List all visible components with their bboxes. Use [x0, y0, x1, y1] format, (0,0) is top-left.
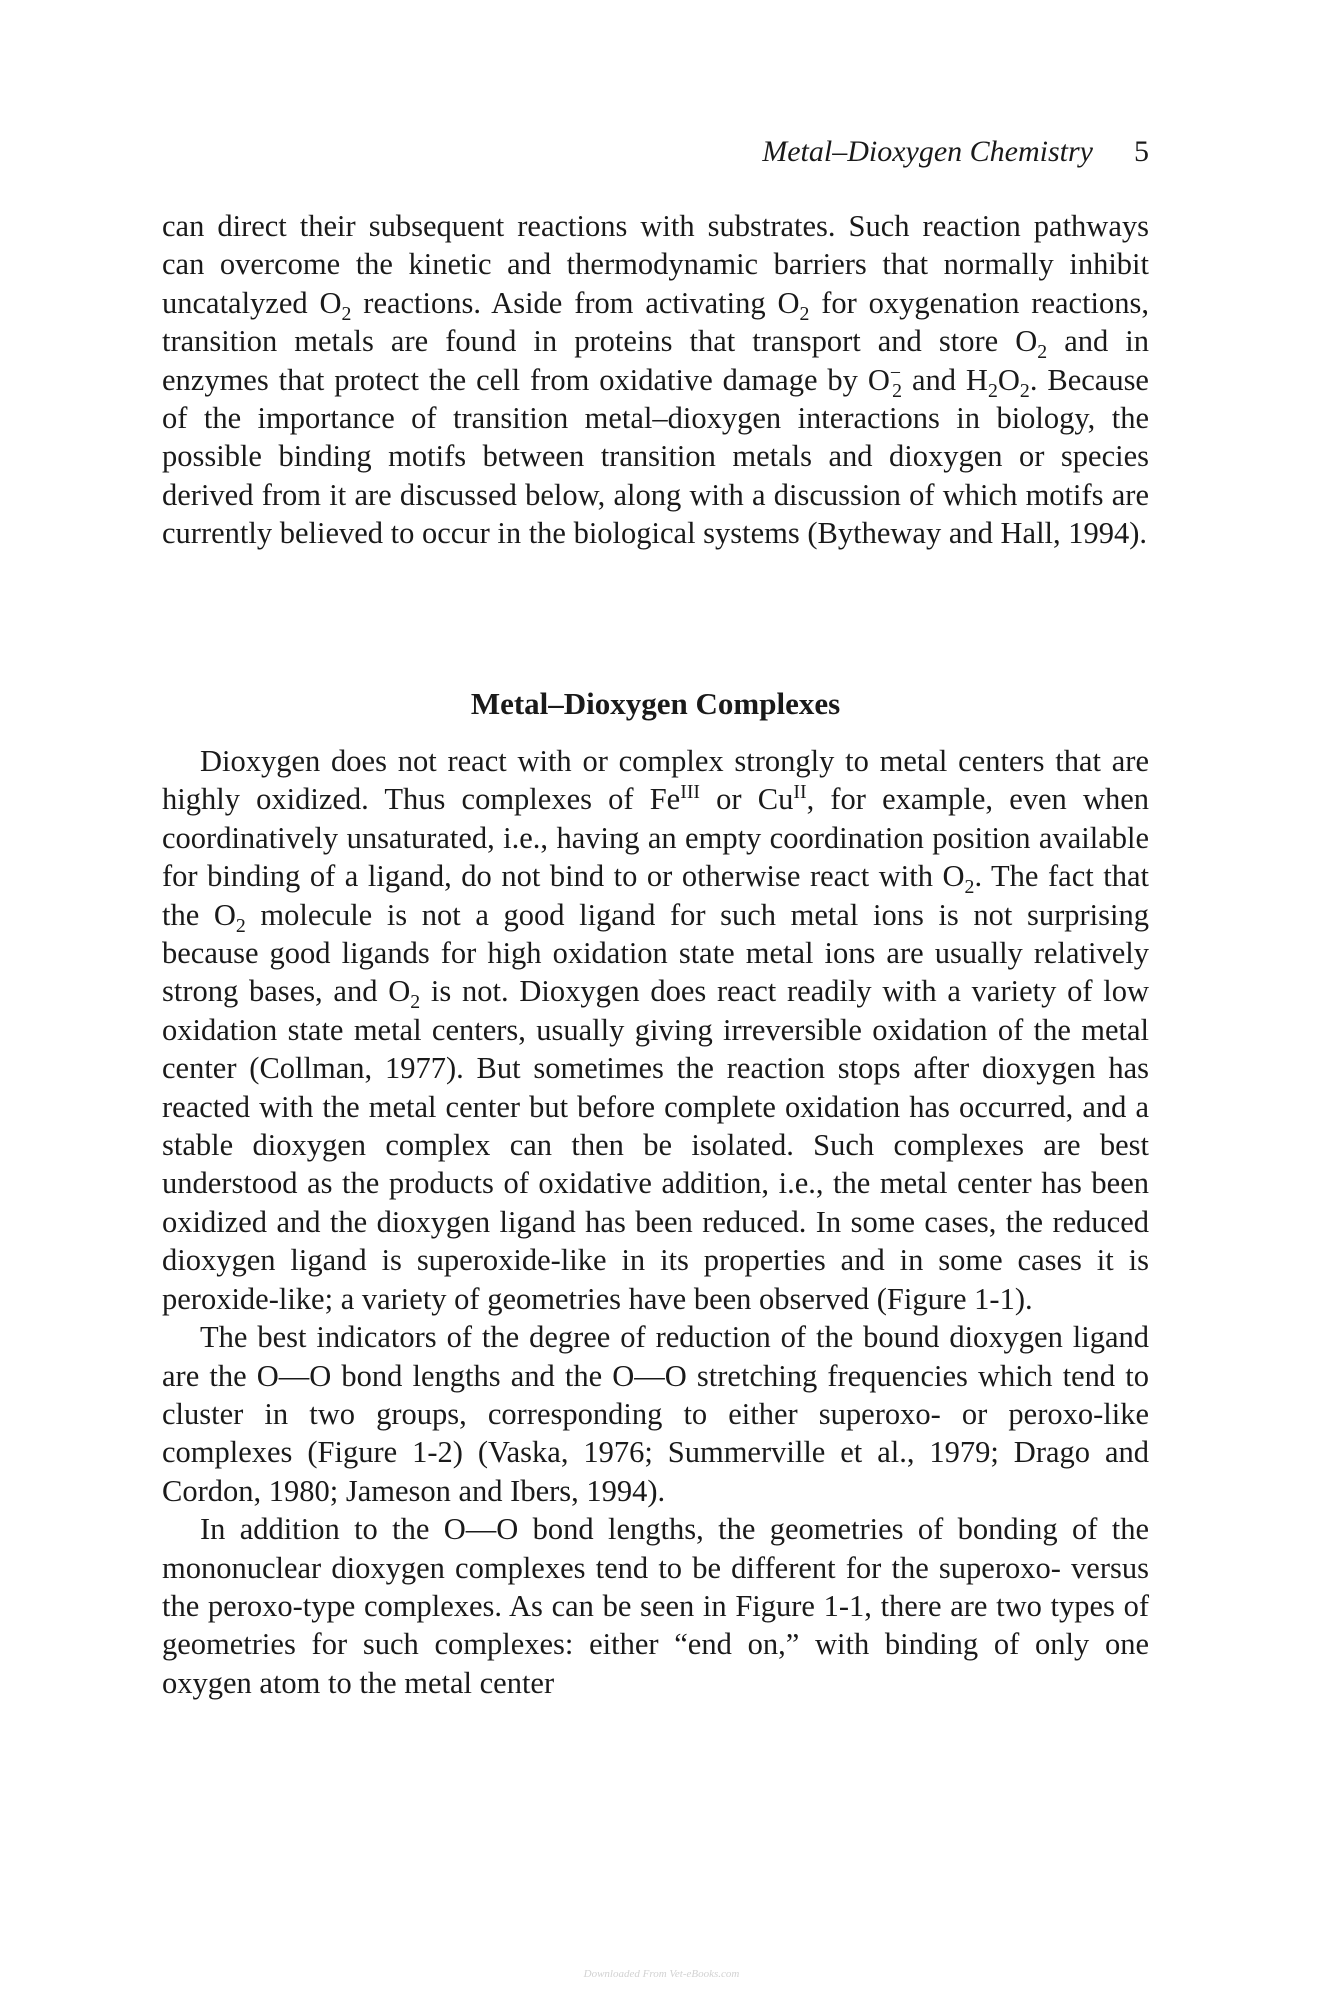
page-number: 5: [1134, 135, 1149, 168]
paragraph-1: can direct their subsequent reactions with substrates. Such reaction pathways can overcome the kinetic and thermodynamic barriers that normally inhibit uncatalyzed $O_2$ reactions. Aside from activating $O_2$ for oxygenation reactions, transition metals are found in proteins that transport and store $O_2$ and in enzymes that protect the cell from oxidative damage by $O^-_2$ and $H_2O_2$. Because of the importance of transition metal–dioxygen interactions in biology, the possible binding motifs between transition metals and dioxygen or species derived from it are discussed below, along with a discussion of which motifs are currently believed to occur in the biological systems (Bytheway and Hall, 1994).: [162, 209, 1150, 551]
paragraph-3: The best indicators of the degree of reduction of the bound dioxygen ligand are the O—O bond lengths and the O—O stretching frequencies which tend to cluster in two groups, corresponding to either superoxo- or peroxo-like complexes (Figure 1-2) (Vaska, 1976; Summerville et al., 1979; Drago and Cordon, 1980; Jameson and Ibers, 1994).: [162, 1320, 1149, 1508]
section-body: [162, 742, 1149, 1702]
paragraph-2: Dioxygen does not react with or complex strongly to metal centers that are highly oxidized. Thus complexes of $Fe^{III}$ or $Cu^{II}$, for example, even when coordinatively unsaturated, i.e., having an empty coordination position available for binding of a ligand, do not bind to or otherwise react with $O_2$. The fact that the $O_2$ molecule is not a good ligand for such metal ions is not surprising because good ligands for high oxidation state metal ions are usually relatively strong bases, and $O_2$ is not. Dioxygen does react readily with a variety of low oxidation state metal centers, usually giving irreversible oxidation of the metal center (Collman, 1977). But sometimes the reaction stops after dioxygen has reacted with the metal center but before complete oxidation has occurred, and a stable dioxygen complex can then be isolated. Such complexes are best understood as the products of oxidative addition, i.e., the metal center has been oxidized and the dioxygen ligand has been reduced. In some cases, the reduced dioxygen ligand is superoxide-like in its properties and in some cases it is peroxide-like; a variety of geometries have been observed (Figure 1-1).: [162, 744, 1150, 1316]
section-heading: Metal–Dioxygen Complexes: [470, 686, 841, 721]
paragraph-4: In addition to the O—O bond lengths, the geometries of bonding of the mononuclear dioxygen complexes tend to be different for the superoxo- versus the peroxo-type complexes. As can be seen in Figure 1-1, there are two types of geometries for such complexes: either “end on,” with binding of only one oxygen atom to the metal center: [162, 1512, 1149, 1700]
download-watermark: Downloaded From Vet-eBooks.com: [583, 1968, 740, 1980]
top-paragraph-block: [162, 207, 1149, 553]
running-title: Metal–Dioxygen Chemistry: [762, 135, 1093, 168]
